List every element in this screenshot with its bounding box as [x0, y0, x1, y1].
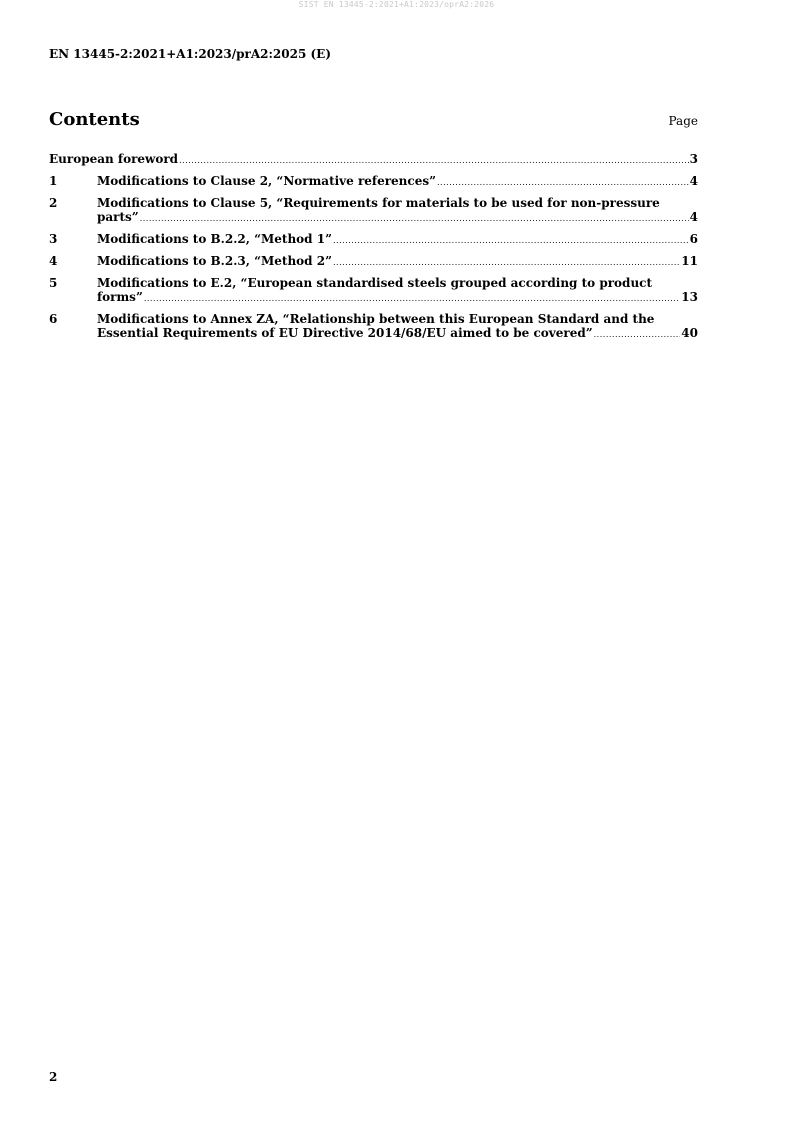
- toc-entry-page: 6: [689, 232, 698, 246]
- toc-entry-5[interactable]: [49, 276, 698, 306]
- toc-entry-title-line2: Essential Requirements of EU Directive 2014/68/EU aimed to be covered”: [97, 326, 593, 340]
- toc-entry-title: Modifications to B.2.3, “Method 2”: [97, 254, 332, 268]
- toc-entry-title-line2: forms”: [97, 290, 143, 304]
- toc-entry-foreword[interactable]: [49, 152, 698, 168]
- toc-entry-title: Modifications to Clause 2, “Normative references”: [97, 174, 437, 188]
- toc-entry-number: 5: [49, 276, 58, 290]
- toc-entry-number: 4: [49, 254, 58, 268]
- contents-heading: Contents: [49, 109, 140, 130]
- toc-leader-dots: [437, 176, 689, 190]
- toc-entry-title-line2: parts”: [97, 210, 139, 224]
- document-id-header: EN 13445-2:2021+A1:2023/prA2:2025 (E): [49, 47, 332, 61]
- toc-leader-dots: [333, 256, 680, 270]
- toc-entry-2[interactable]: [49, 196, 698, 226]
- table-of-contents: [49, 152, 698, 348]
- toc-entry-number: 2: [49, 196, 58, 210]
- toc-entry-number: 6: [49, 312, 58, 326]
- page-number: 2: [49, 1070, 58, 1084]
- toc-entry-1[interactable]: [49, 174, 698, 190]
- toc-leader-dots: [333, 234, 689, 248]
- toc-entry-page: 13: [681, 290, 698, 304]
- toc-entry-page: 4: [689, 174, 698, 188]
- toc-leader-dots: [594, 328, 681, 342]
- toc-entry-title-line1: Modifications to Annex ZA, “Relationship between this European Standard and the: [97, 312, 655, 326]
- toc-entry-title-line1: Modifications to E.2, “European standardised steels grouped according to product: [97, 276, 653, 290]
- toc-entry-title-line1: Modifications to Clause 5, “Requirements for materials to be used for non-pressure: [97, 196, 660, 210]
- toc-entry-4[interactable]: [49, 254, 698, 270]
- toc-leader-dots: [140, 212, 689, 226]
- toc-entry-title: Modifications to B.2.2, “Method 1”: [97, 232, 332, 246]
- toc-entry-page: 3: [689, 152, 698, 166]
- toc-entry-page: 4: [689, 210, 698, 224]
- toc-entry-6[interactable]: [49, 312, 698, 342]
- toc-entry-number: 3: [49, 232, 58, 246]
- toc-leader-dots: [179, 154, 689, 168]
- toc-leader-dots: [144, 292, 680, 306]
- toc-entry-3[interactable]: [49, 232, 698, 248]
- page-column-label: Page: [668, 114, 698, 128]
- toc-entry-number: 1: [49, 174, 58, 188]
- toc-entry-page: 11: [681, 254, 698, 268]
- watermark-text: SIST EN 13445-2:2021+A1:2023/oprA2:2026: [298, 0, 495, 9]
- toc-entry-title: European foreword: [49, 152, 179, 166]
- toc-entry-page: 40: [681, 326, 698, 340]
